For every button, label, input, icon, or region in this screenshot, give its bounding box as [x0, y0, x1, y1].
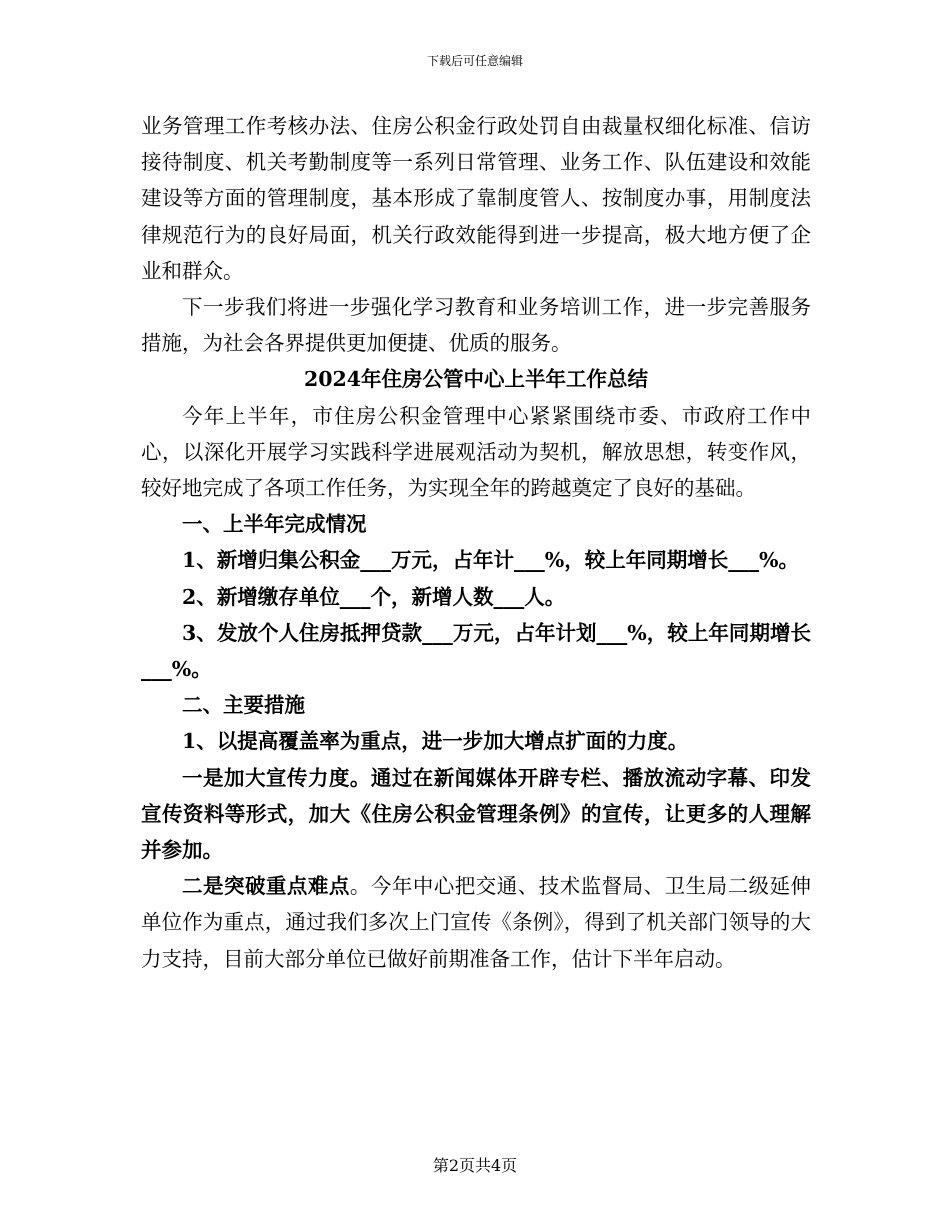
measure-key-points-text: 。今年中心把交通、技术监督局、卫生局二级延伸单位作为重点，通过我们多次上门宣传《条例》，得到了机关部门领导的大力支持，目前大部分单位已做好前期准备工作，估计下半年启动。: [141, 874, 812, 971]
item-housing-loans: 3、发放个人住房抵押贷款___万元，占年计划___%，较上年同期增长___%。: [141, 620, 811, 682]
section-heading-completion: 一、上半年完成情况: [182, 512, 367, 537]
measure-key-points-lead: 二是突破重点难点: [182, 874, 350, 899]
paragraph-next-step: 下一步我们将进一步强化学习教育和业务培训工作，进一步完善服务措施，为社会各界提供更加便捷、优质的服务。: [141, 295, 811, 356]
measure-key-points: [141, 868, 811, 977]
document-body: [141, 108, 811, 977]
measure-publicity: 一是加大宣传力度。通过在新闻媒体开辟专栏、播放流动字幕、印发宣传资料等形式，加大《住房公积金管理条例》的宣传，让更多的人理解并参加。: [141, 765, 811, 863]
measure-coverage: 1、以提高覆盖率为重点，进一步加大增点扩面的力度。: [182, 729, 689, 754]
section-heading-measures: 二、主要措施: [182, 693, 305, 718]
paragraph-intro: 今年上半年，市住房公积金管理中心紧紧围绕市委、市政府工作中心，以深化开展学习实践科学进展观活动为契机，解放思想，转变作风，较好地完成了各项工作任务，为实现全年的跨越奠定了良好的基础。: [141, 403, 811, 501]
item-new-collection: 1、新增归集公积金___万元，占年计___%，较上年同期增长___%。: [182, 548, 799, 573]
page-footer: 第2页共4页: [432, 1156, 518, 1175]
page-header: 下载后可任意编辑: [426, 54, 523, 68]
paragraph-management-system: 业务管理工作考核办法、住房公积金行政处罚自由裁量权细化标准、信访接待制度、机关考勤制度等一系列日常管理、业务工作、队伍建设和效能建设等方面的管理制度，基本形成了靠制度管人、按制度办事，用制度法律规范行为的良好局面，机关行政效能得到进一步提高，极大地方便了企业和群众。: [141, 114, 811, 283]
document-title: 2024年住房公管中心上半年工作总结: [303, 367, 649, 392]
item-new-units: 2、新增缴存单位___个，新增人数___人。: [182, 584, 566, 609]
